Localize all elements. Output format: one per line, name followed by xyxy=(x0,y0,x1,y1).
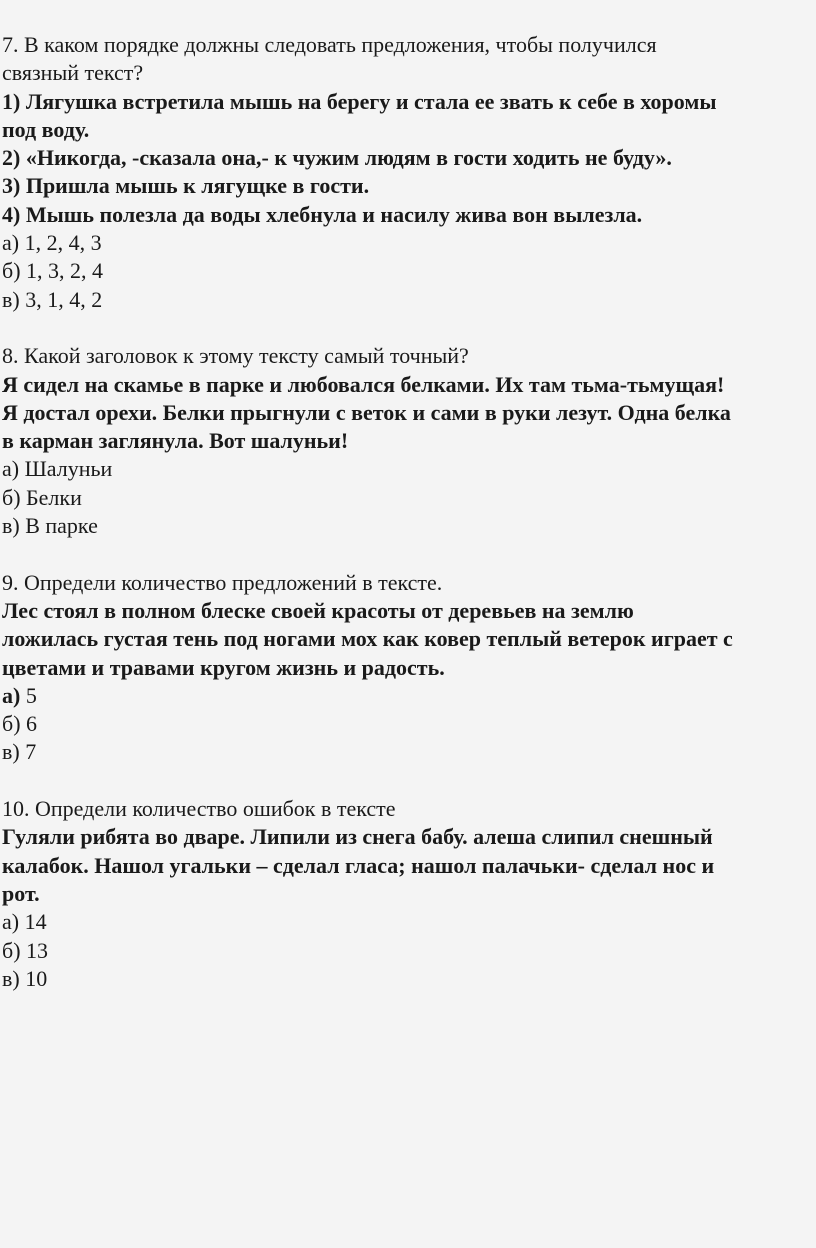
question-10 xyxy=(2,795,816,993)
question-10-text-line-1: Гуляли рибята во дваре. Липили из снега бабу. алеша слипил снешный xyxy=(2,824,713,850)
question-7-option-a: а) 1, 2, 4, 3 xyxy=(2,230,102,256)
question-9-text-line-1: Лес стоял в полном блеске своей красоты от деревьев на землю xyxy=(2,597,634,623)
question-7-text-line-1: 1) Лягушка встретила мышь на берегу и стала ее звать к себе в хоромы xyxy=(2,88,717,114)
question-8-option-a: а) Шалуньи xyxy=(2,456,113,482)
question-7-text-line-2: под воду. xyxy=(2,116,90,142)
question-7-option-c: в) 3, 1, 4, 2 xyxy=(2,286,103,312)
question-8-text-line-2: Я достал орехи. Белки прыгнули с веток и сами в руки лезут. Одна белка xyxy=(2,399,731,425)
question-8-option-b: б) Белки xyxy=(2,484,82,510)
question-9-option-c: в) 7 xyxy=(2,739,37,765)
question-10-option-a: а) 14 xyxy=(2,909,47,935)
question-9 xyxy=(2,569,816,767)
spacer xyxy=(2,540,816,568)
question-9-option-a-value: 5 xyxy=(20,682,37,708)
question-7-text-line-4: 3) Пришла мышь к лягущке в гости. xyxy=(2,173,370,199)
question-8 xyxy=(2,342,816,540)
question-8-option-c: в) В парке xyxy=(2,513,98,539)
question-10-text-line-3: рот. xyxy=(2,880,40,906)
question-7 xyxy=(2,31,816,314)
question-9-option-a xyxy=(2,682,816,710)
question-8-text-line-3: в карман заглянула. Вот шалуньи! xyxy=(2,428,349,454)
spacer xyxy=(2,767,816,795)
question-7-option-b: б) 1, 3, 2, 4 xyxy=(2,258,104,284)
question-10-option-b: б) 13 xyxy=(2,937,49,963)
question-9-text-line-3: цветами и травами кругом жизнь и радость. xyxy=(2,654,445,680)
question-10-text-line-2: калабок. Нашол угальки – сделал гласа; нашол палачьки- сделал нос и xyxy=(2,852,715,878)
question-7-title-line-1: 7. В каком порядке должны следовать предложения, чтобы получился xyxy=(2,32,657,57)
question-7-text-line-5: 4) Мышь полезла да воды хлебнула и насилу жива вон вылезла. xyxy=(2,201,643,227)
question-8-title: 8. Какой заголовок к этому тексту самый точный? xyxy=(2,343,469,369)
question-8-text-line-1: Я сидел на скамье в парке и любовался белками. Их там тьма-тьмущая! xyxy=(2,371,725,397)
spacer xyxy=(2,314,816,342)
question-9-option-b: б) 6 xyxy=(2,711,38,737)
question-7-text-line-3: 2) «Никогда, -сказала она,- к чужим людям в гости ходить не буду». xyxy=(2,145,672,171)
question-9-option-a-letter: а) xyxy=(2,682,21,708)
question-10-title: 10. Определи количество ошибок в тексте xyxy=(2,796,396,822)
question-9-text-line-2: ложилась густая тень под ногами мох как ковер теплый ветерок играет с xyxy=(2,626,733,652)
question-10-option-c: в) 10 xyxy=(2,965,48,991)
question-7-title-line-2: связный текст? xyxy=(2,60,144,86)
question-9-title: 9. Определи количество предложений в тексте. xyxy=(2,569,443,595)
